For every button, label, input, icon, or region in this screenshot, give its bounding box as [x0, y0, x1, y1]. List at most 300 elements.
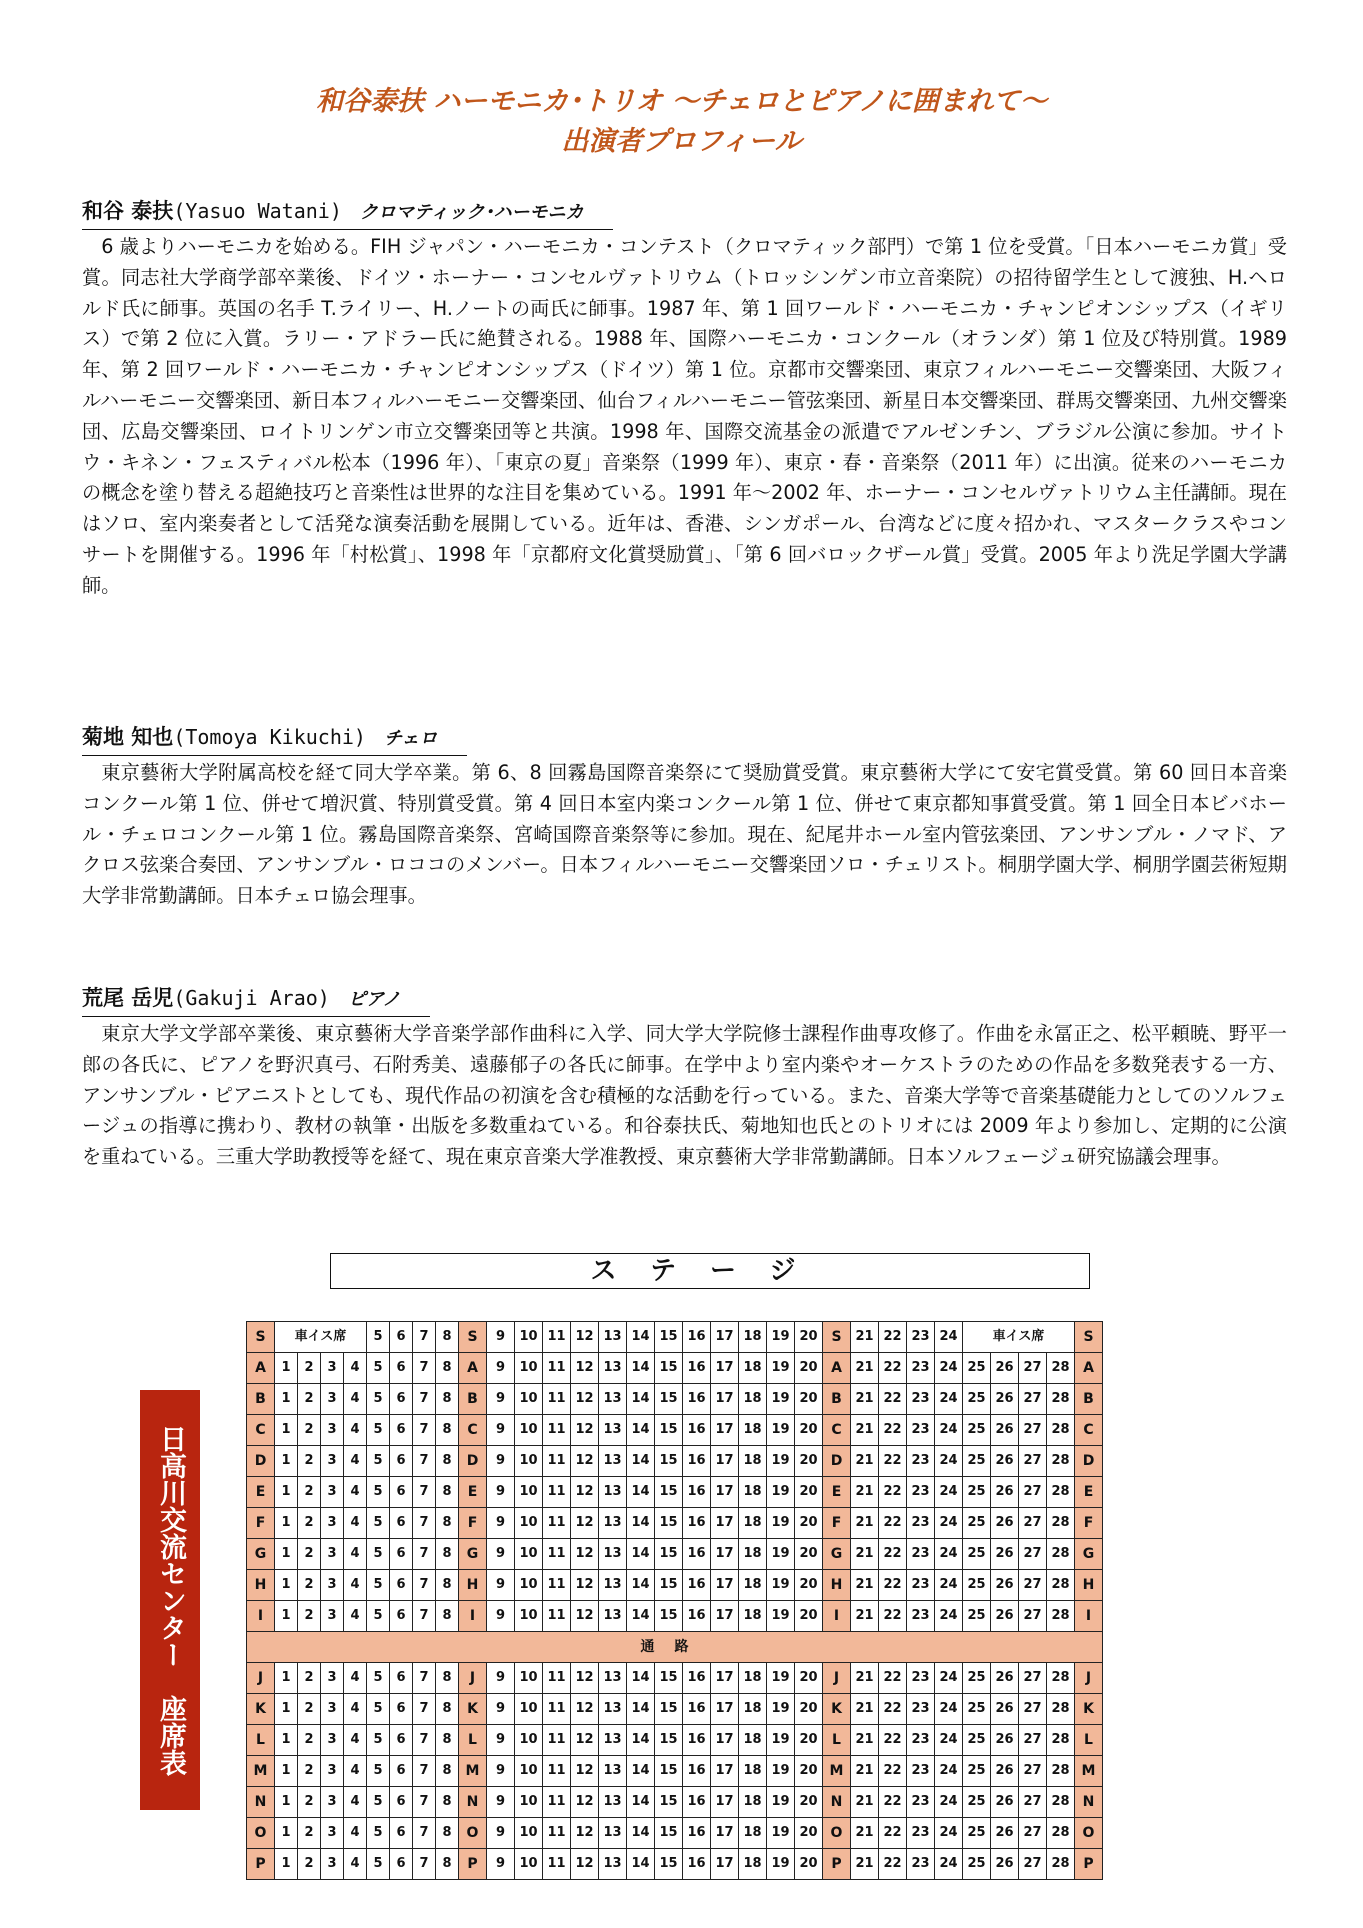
seat: 1	[275, 1353, 298, 1384]
seat: 19	[767, 1322, 795, 1353]
seat: 21	[851, 1508, 879, 1539]
seat: 3	[321, 1818, 344, 1849]
seat: 2	[298, 1539, 321, 1570]
seat: 15	[655, 1725, 683, 1756]
seat: 19	[767, 1787, 795, 1818]
seat: 2	[298, 1663, 321, 1694]
seat: 8	[436, 1756, 459, 1787]
seat: 27	[1019, 1663, 1047, 1694]
venue-seating-label	[140, 1390, 200, 1810]
seat: 13	[599, 1818, 627, 1849]
seat: 1	[275, 1601, 298, 1632]
seat: 11	[543, 1508, 571, 1539]
seat: 18	[739, 1477, 767, 1508]
seat: 25	[963, 1415, 991, 1446]
seat: 13	[599, 1663, 627, 1694]
seat: 11	[543, 1663, 571, 1694]
row-letter: C	[1075, 1415, 1103, 1446]
seat: 4	[344, 1601, 367, 1632]
seat: 9	[487, 1818, 515, 1849]
seat: 12	[571, 1570, 599, 1601]
seat: 27	[1019, 1756, 1047, 1787]
row-letter: J	[459, 1663, 487, 1694]
seat: 11	[543, 1849, 571, 1880]
seat: 9	[487, 1756, 515, 1787]
seat-row	[247, 1446, 1103, 1477]
row-letter: C	[459, 1415, 487, 1446]
seat: 8	[436, 1694, 459, 1725]
seat: 21	[851, 1725, 879, 1756]
seat: 25	[963, 1756, 991, 1787]
seat-row	[247, 1787, 1103, 1818]
seat: 28	[1047, 1570, 1075, 1601]
seat: 15	[655, 1756, 683, 1787]
seat: 24	[935, 1849, 963, 1880]
row-letter: K	[823, 1694, 851, 1725]
seat: 4	[344, 1787, 367, 1818]
row-letter: A	[247, 1353, 275, 1384]
seat: 5	[367, 1818, 390, 1849]
row-letter: F	[823, 1508, 851, 1539]
seat: 9	[487, 1415, 515, 1446]
seat: 17	[711, 1446, 739, 1477]
row-letter: C	[823, 1415, 851, 1446]
seat-row	[247, 1849, 1103, 1880]
seat: 18	[739, 1539, 767, 1570]
seat: 17	[711, 1725, 739, 1756]
seat: 13	[599, 1353, 627, 1384]
seat: 24	[935, 1694, 963, 1725]
seat: 16	[683, 1384, 711, 1415]
seat: 11	[543, 1322, 571, 1353]
seat: 2	[298, 1446, 321, 1477]
seat: 24	[935, 1756, 963, 1787]
seat: 5	[367, 1446, 390, 1477]
seat: 7	[413, 1446, 436, 1477]
row-letter: H	[459, 1570, 487, 1601]
seat: 8	[436, 1787, 459, 1818]
seat: 19	[767, 1601, 795, 1632]
row-letter: G	[459, 1539, 487, 1570]
seat: 1	[275, 1384, 298, 1415]
seat: 26	[991, 1384, 1019, 1415]
seat: 1	[275, 1694, 298, 1725]
seat: 24	[935, 1818, 963, 1849]
seat: 23	[907, 1477, 935, 1508]
seat: 14	[627, 1818, 655, 1849]
seat: 25	[963, 1508, 991, 1539]
seat: 23	[907, 1787, 935, 1818]
seat: 2	[298, 1756, 321, 1787]
row-letter: H	[247, 1570, 275, 1601]
seat: 15	[655, 1446, 683, 1477]
seat: 21	[851, 1446, 879, 1477]
seat: 13	[599, 1415, 627, 1446]
seat: 4	[344, 1570, 367, 1601]
row-letter: D	[1075, 1446, 1103, 1477]
seat: 27	[1019, 1353, 1047, 1384]
seat: 5	[367, 1663, 390, 1694]
seat: 14	[627, 1415, 655, 1446]
seat: 6	[390, 1446, 413, 1477]
seat: 7	[413, 1570, 436, 1601]
seat: 22	[879, 1849, 907, 1880]
seat: 11	[543, 1446, 571, 1477]
seat: 2	[298, 1725, 321, 1756]
seat: 16	[683, 1508, 711, 1539]
seat: 11	[543, 1384, 571, 1415]
seat: 18	[739, 1756, 767, 1787]
seat: 18	[739, 1446, 767, 1477]
wheelchair-seat-label: 車イス席	[963, 1322, 1075, 1353]
seat: 16	[683, 1694, 711, 1725]
seat: 18	[739, 1849, 767, 1880]
performer-name: 荒尾 岳児	[82, 986, 174, 1010]
seat: 22	[879, 1539, 907, 1570]
seat: 23	[907, 1725, 935, 1756]
seat: 3	[321, 1756, 344, 1787]
seat: 17	[711, 1818, 739, 1849]
row-letter: P	[247, 1849, 275, 1880]
seat: 15	[655, 1322, 683, 1353]
seat: 21	[851, 1787, 879, 1818]
seat: 18	[739, 1663, 767, 1694]
seat: 13	[599, 1477, 627, 1508]
seat: 21	[851, 1849, 879, 1880]
seat: 22	[879, 1601, 907, 1632]
seat: 28	[1047, 1353, 1075, 1384]
seat: 26	[991, 1694, 1019, 1725]
row-letter: G	[823, 1539, 851, 1570]
seat: 10	[515, 1353, 543, 1384]
performer-instrument: ピアノ	[347, 989, 401, 1010]
seat: 28	[1047, 1477, 1075, 1508]
performer-latin-name: (Gakuji Arao)	[173, 986, 330, 1010]
seat: 10	[515, 1446, 543, 1477]
seat: 20	[795, 1384, 823, 1415]
seat: 26	[991, 1415, 1019, 1446]
seat: 22	[879, 1477, 907, 1508]
row-letter: J	[823, 1663, 851, 1694]
performer-name: 和谷 泰扶	[82, 199, 174, 223]
title-block	[0, 82, 1363, 162]
seat: 8	[436, 1508, 459, 1539]
seat: 4	[344, 1477, 367, 1508]
seat: 26	[991, 1570, 1019, 1601]
seat: 23	[907, 1849, 935, 1880]
seat: 6	[390, 1787, 413, 1818]
seat: 11	[543, 1756, 571, 1787]
seat: 22	[879, 1353, 907, 1384]
row-letter: I	[459, 1601, 487, 1632]
seat: 24	[935, 1322, 963, 1353]
seat: 19	[767, 1539, 795, 1570]
seat: 25	[963, 1601, 991, 1632]
seat: 4	[344, 1756, 367, 1787]
seat: 12	[571, 1446, 599, 1477]
seat: 7	[413, 1601, 436, 1632]
seat: 2	[298, 1694, 321, 1725]
seat: 12	[571, 1818, 599, 1849]
seat: 10	[515, 1322, 543, 1353]
seat: 8	[436, 1663, 459, 1694]
row-letter: D	[247, 1446, 275, 1477]
seat: 16	[683, 1663, 711, 1694]
seat: 17	[711, 1849, 739, 1880]
row-letter: A	[459, 1353, 487, 1384]
seat: 1	[275, 1849, 298, 1880]
seat: 24	[935, 1508, 963, 1539]
seat: 14	[627, 1322, 655, 1353]
aisle-row	[247, 1632, 1103, 1663]
seat: 23	[907, 1570, 935, 1601]
seat: 9	[487, 1601, 515, 1632]
seat: 11	[543, 1694, 571, 1725]
seat: 21	[851, 1818, 879, 1849]
seat: 8	[436, 1725, 459, 1756]
row-letter: D	[459, 1446, 487, 1477]
seat: 15	[655, 1601, 683, 1632]
seat: 25	[963, 1663, 991, 1694]
seat: 2	[298, 1384, 321, 1415]
seat: 12	[571, 1539, 599, 1570]
venue-seating-label-text: 日高川交流センター 座席表	[155, 1424, 186, 1776]
seat: 16	[683, 1539, 711, 1570]
row-letter: N	[823, 1787, 851, 1818]
seat: 7	[413, 1322, 436, 1353]
seat: 9	[487, 1694, 515, 1725]
seat: 8	[436, 1849, 459, 1880]
seat: 12	[571, 1384, 599, 1415]
seat: 22	[879, 1818, 907, 1849]
seat-row	[247, 1477, 1103, 1508]
row-letter: O	[1075, 1818, 1103, 1849]
seat: 21	[851, 1353, 879, 1384]
seat: 24	[935, 1725, 963, 1756]
row-letter: F	[247, 1508, 275, 1539]
seat-row	[247, 1508, 1103, 1539]
seat-row	[247, 1818, 1103, 1849]
seat: 9	[487, 1446, 515, 1477]
seat: 10	[515, 1508, 543, 1539]
seat: 14	[627, 1353, 655, 1384]
seat: 15	[655, 1849, 683, 1880]
seat: 16	[683, 1849, 711, 1880]
seat: 20	[795, 1508, 823, 1539]
seat: 25	[963, 1725, 991, 1756]
seat: 4	[344, 1384, 367, 1415]
row-letter: K	[459, 1694, 487, 1725]
seat: 13	[599, 1539, 627, 1570]
seat: 27	[1019, 1508, 1047, 1539]
seat: 10	[515, 1539, 543, 1570]
seat: 20	[795, 1353, 823, 1384]
wheelchair-seat-label: 車イス席	[275, 1322, 367, 1353]
seat: 24	[935, 1446, 963, 1477]
seat: 3	[321, 1508, 344, 1539]
seat: 23	[907, 1384, 935, 1415]
seat: 15	[655, 1508, 683, 1539]
seat: 17	[711, 1694, 739, 1725]
seat: 5	[367, 1508, 390, 1539]
seat: 16	[683, 1787, 711, 1818]
seat: 11	[543, 1539, 571, 1570]
seat: 22	[879, 1663, 907, 1694]
seat: 23	[907, 1756, 935, 1787]
row-letter: P	[823, 1849, 851, 1880]
seat: 12	[571, 1353, 599, 1384]
seat: 14	[627, 1384, 655, 1415]
seat: 1	[275, 1539, 298, 1570]
seat: 28	[1047, 1539, 1075, 1570]
seat: 15	[655, 1663, 683, 1694]
seat: 1	[275, 1725, 298, 1756]
row-letter: P	[1075, 1849, 1103, 1880]
row-letter: E	[247, 1477, 275, 1508]
seat: 20	[795, 1787, 823, 1818]
performer-bio: 東京藝術大学附属高校を経て同大学卒業。第 6、8 回霧島国際音楽祭にて奨励賞受賞。東京藝術大学にて安宅賞受賞。第 60 回日本音楽コンクール第 1 位、併せて増沢賞、特別賞受賞。第 4 回日本室内楽コンクール第 1 位、併せて東京都知事賞受賞。第 1 回全日本ビバホール・チェロコンクール第 1 位。霧島国際音楽祭、宮崎国際音楽祭等に参加。現在、紀尾井ホール室内管弦楽団、アンサンブル・ノマド、アクロス弦楽合奏団、アンサンブル・ロココのメンバー。日本フィルハーモニー交響楽団ソロ・チェリスト。桐朋学園大学、桐朋学園芸術短期大学非常勤講師。日本チェロ協会理事。	[82, 761, 1287, 908]
seat: 14	[627, 1446, 655, 1477]
seat: 1	[275, 1415, 298, 1446]
row-letter: C	[247, 1415, 275, 1446]
seat: 28	[1047, 1818, 1075, 1849]
seat: 7	[413, 1415, 436, 1446]
row-letter: M	[247, 1756, 275, 1787]
seat: 3	[321, 1415, 344, 1446]
seat: 18	[739, 1601, 767, 1632]
seat: 14	[627, 1601, 655, 1632]
seat: 12	[571, 1322, 599, 1353]
performer-instrument: クロマティック･ハーモニカ	[359, 202, 584, 223]
seat: 28	[1047, 1384, 1075, 1415]
seat: 12	[571, 1787, 599, 1818]
seat: 14	[627, 1663, 655, 1694]
seat: 4	[344, 1725, 367, 1756]
seat: 26	[991, 1353, 1019, 1384]
seat: 20	[795, 1694, 823, 1725]
seat: 10	[515, 1725, 543, 1756]
seat: 28	[1047, 1508, 1075, 1539]
seat: 7	[413, 1818, 436, 1849]
row-letter: E	[459, 1477, 487, 1508]
seat: 26	[991, 1508, 1019, 1539]
seat-row	[247, 1694, 1103, 1725]
seat: 4	[344, 1663, 367, 1694]
seat-row	[247, 1601, 1103, 1632]
seat: 25	[963, 1694, 991, 1725]
seat: 21	[851, 1694, 879, 1725]
row-letter: M	[823, 1756, 851, 1787]
seat: 23	[907, 1539, 935, 1570]
seat: 24	[935, 1663, 963, 1694]
seat-row-s	[247, 1322, 1103, 1353]
seat: 6	[390, 1849, 413, 1880]
seat: 11	[543, 1725, 571, 1756]
seat: 24	[935, 1601, 963, 1632]
seat: 14	[627, 1787, 655, 1818]
seat: 7	[413, 1353, 436, 1384]
seat: 18	[739, 1787, 767, 1818]
seat: 26	[991, 1601, 1019, 1632]
seat: 27	[1019, 1570, 1047, 1601]
row-letter: S	[823, 1322, 851, 1353]
profile-arao	[82, 983, 1287, 1173]
seat: 12	[571, 1725, 599, 1756]
seat: 28	[1047, 1725, 1075, 1756]
seat: 19	[767, 1570, 795, 1601]
seat: 13	[599, 1384, 627, 1415]
seat: 3	[321, 1694, 344, 1725]
profile-heading	[82, 983, 430, 1017]
seat: 17	[711, 1601, 739, 1632]
seat: 2	[298, 1415, 321, 1446]
seat: 23	[907, 1818, 935, 1849]
seat: 26	[991, 1663, 1019, 1694]
seat: 28	[1047, 1415, 1075, 1446]
seat: 18	[739, 1694, 767, 1725]
seat: 25	[963, 1384, 991, 1415]
seat: 1	[275, 1570, 298, 1601]
seat: 5	[367, 1694, 390, 1725]
seat: 5	[367, 1322, 390, 1353]
seat: 26	[991, 1787, 1019, 1818]
seat: 20	[795, 1322, 823, 1353]
profile-watani	[82, 196, 1287, 602]
seat: 9	[487, 1663, 515, 1694]
seat: 22	[879, 1415, 907, 1446]
seat: 27	[1019, 1477, 1047, 1508]
seat: 2	[298, 1787, 321, 1818]
seat: 16	[683, 1353, 711, 1384]
row-letter: E	[823, 1477, 851, 1508]
seat: 23	[907, 1601, 935, 1632]
seat: 6	[390, 1322, 413, 1353]
seat: 6	[390, 1756, 413, 1787]
seat: 1	[275, 1787, 298, 1818]
seat: 27	[1019, 1415, 1047, 1446]
seat: 4	[344, 1353, 367, 1384]
seat: 19	[767, 1477, 795, 1508]
seat: 25	[963, 1539, 991, 1570]
seat: 27	[1019, 1818, 1047, 1849]
seat: 2	[298, 1570, 321, 1601]
seat: 3	[321, 1849, 344, 1880]
seat: 17	[711, 1415, 739, 1446]
seat: 1	[275, 1477, 298, 1508]
seat: 13	[599, 1570, 627, 1601]
seat: 4	[344, 1539, 367, 1570]
row-letter: G	[247, 1539, 275, 1570]
seat: 27	[1019, 1539, 1047, 1570]
seat: 23	[907, 1663, 935, 1694]
seat: 22	[879, 1787, 907, 1818]
seat: 18	[739, 1353, 767, 1384]
seat-row	[247, 1663, 1103, 1694]
seat: 1	[275, 1508, 298, 1539]
row-letter: L	[1075, 1725, 1103, 1756]
seat: 22	[879, 1694, 907, 1725]
seat: 10	[515, 1477, 543, 1508]
row-letter: M	[459, 1756, 487, 1787]
seat: 13	[599, 1725, 627, 1756]
seat: 10	[515, 1384, 543, 1415]
seat: 10	[515, 1570, 543, 1601]
row-letter: D	[823, 1446, 851, 1477]
seat: 6	[390, 1415, 413, 1446]
seat: 6	[390, 1725, 413, 1756]
seat: 3	[321, 1477, 344, 1508]
seat: 15	[655, 1384, 683, 1415]
